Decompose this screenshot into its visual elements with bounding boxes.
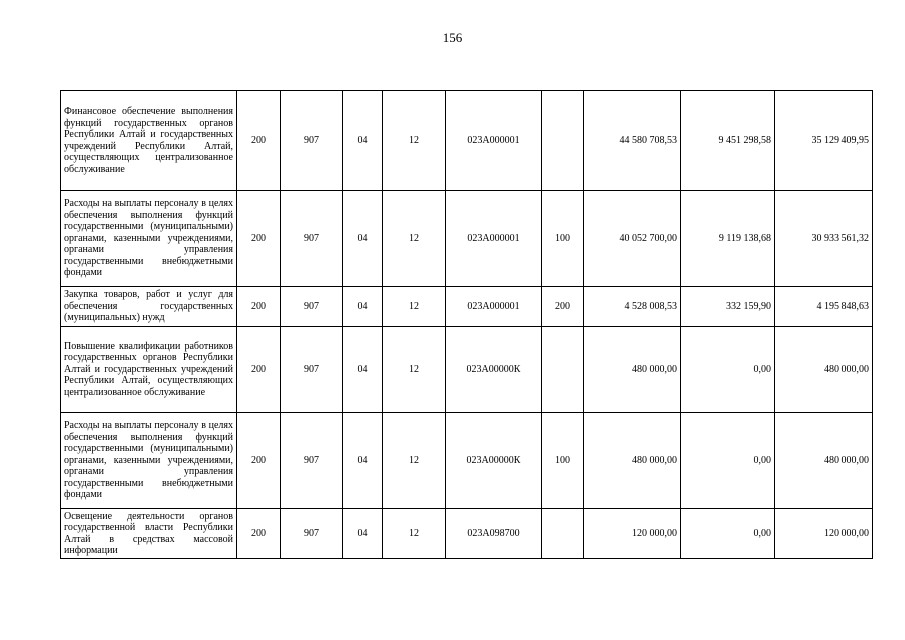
- target-article-code: 023А00000К: [446, 413, 542, 509]
- amount-planned: 40 052 700,00: [584, 191, 681, 287]
- amount-executed: 332 159,90: [681, 287, 775, 327]
- amount-planned: 4 528 008,53: [584, 287, 681, 327]
- amount-remaining: 30 933 561,32: [775, 191, 873, 287]
- row-name: Закупка товаров, работ и услуг для обеспечения государственных (муниципальных) нужд: [61, 287, 237, 327]
- amount-remaining: 35 129 409,95: [775, 91, 873, 191]
- page-number: 156: [442, 30, 463, 45]
- expense-type-code: [542, 327, 584, 413]
- amount-planned: 44 580 708,53: [584, 91, 681, 191]
- section-code: 04: [343, 191, 383, 287]
- target-article-code: 023А000001: [446, 191, 542, 287]
- table-row: [61, 91, 873, 191]
- amount-remaining: 480 000,00: [775, 327, 873, 413]
- subsection-code: 12: [383, 191, 446, 287]
- subsection-code: 12: [383, 287, 446, 327]
- row-name: Расходы на выплаты персоналу в целях обеспечения выполнения функций государственными (муниципальными) органами, казенными учреждениями, органами управления государственными внебюджетными фондами: [61, 191, 237, 287]
- department-code: 907: [281, 287, 343, 327]
- expense-type-code: 100: [542, 413, 584, 509]
- row-name: Расходы на выплаты персоналу в целях обеспечения выполнения функций государственными (муниципальными) органами, казенными учреждениями, органами управления государственными внебюджетными фондами: [61, 413, 237, 509]
- amount-executed: 0,00: [681, 327, 775, 413]
- admin-code: 200: [237, 327, 281, 413]
- subsection-code: 12: [383, 413, 446, 509]
- amount-executed: 0,00: [681, 509, 775, 559]
- subsection-code: 12: [383, 91, 446, 191]
- amount-planned: 120 000,00: [584, 509, 681, 559]
- table-row: [61, 413, 873, 509]
- table-row: [61, 509, 873, 559]
- target-article-code: 023А000001: [446, 91, 542, 191]
- target-article-code: 023А098700: [446, 509, 542, 559]
- admin-code: 200: [237, 91, 281, 191]
- expense-type-code: 200: [542, 287, 584, 327]
- section-code: 04: [343, 413, 383, 509]
- expense-type-code: 100: [542, 191, 584, 287]
- amount-remaining: 480 000,00: [775, 413, 873, 509]
- subsection-code: 12: [383, 509, 446, 559]
- table-row: [61, 327, 873, 413]
- expense-type-code: [542, 509, 584, 559]
- amount-remaining: 120 000,00: [775, 509, 873, 559]
- department-code: 907: [281, 413, 343, 509]
- row-name: Повышение квалификации работников государственных органов Республики Алтай и государственных учреждений Республики Алтай, осуществляющих централизованное обслуживание: [61, 327, 237, 413]
- admin-code: 200: [237, 509, 281, 559]
- amount-planned: 480 000,00: [584, 327, 681, 413]
- admin-code: 200: [237, 191, 281, 287]
- table-row: [61, 191, 873, 287]
- amount-executed: 0,00: [681, 413, 775, 509]
- row-name: Освещение деятельности органов государственной власти Республики Алтай в средствах массовой информации: [61, 509, 237, 559]
- amount-remaining: 4 195 848,63: [775, 287, 873, 327]
- department-code: 907: [281, 191, 343, 287]
- expense-type-code: [542, 91, 584, 191]
- section-code: 04: [343, 287, 383, 327]
- subsection-code: 12: [383, 327, 446, 413]
- department-code: 907: [281, 327, 343, 413]
- table-row: [61, 287, 873, 327]
- amount-executed: 9 119 138,68: [681, 191, 775, 287]
- section-code: 04: [343, 91, 383, 191]
- target-article-code: 023А000001: [446, 287, 542, 327]
- target-article-code: 023А00000К: [446, 327, 542, 413]
- row-name: Финансовое обеспечение выполнения функций государственных органов Республики Алтай и государственных учреждений Республики Алтай, осуществляющих централизованное обслуживание: [61, 91, 237, 191]
- department-code: 907: [281, 91, 343, 191]
- department-code: 907: [281, 509, 343, 559]
- amount-planned: 480 000,00: [584, 413, 681, 509]
- admin-code: 200: [237, 287, 281, 327]
- amount-executed: 9 451 298,58: [681, 91, 775, 191]
- budget-table: [60, 90, 873, 559]
- section-code: 04: [343, 327, 383, 413]
- section-code: 04: [343, 509, 383, 559]
- admin-code: 200: [237, 413, 281, 509]
